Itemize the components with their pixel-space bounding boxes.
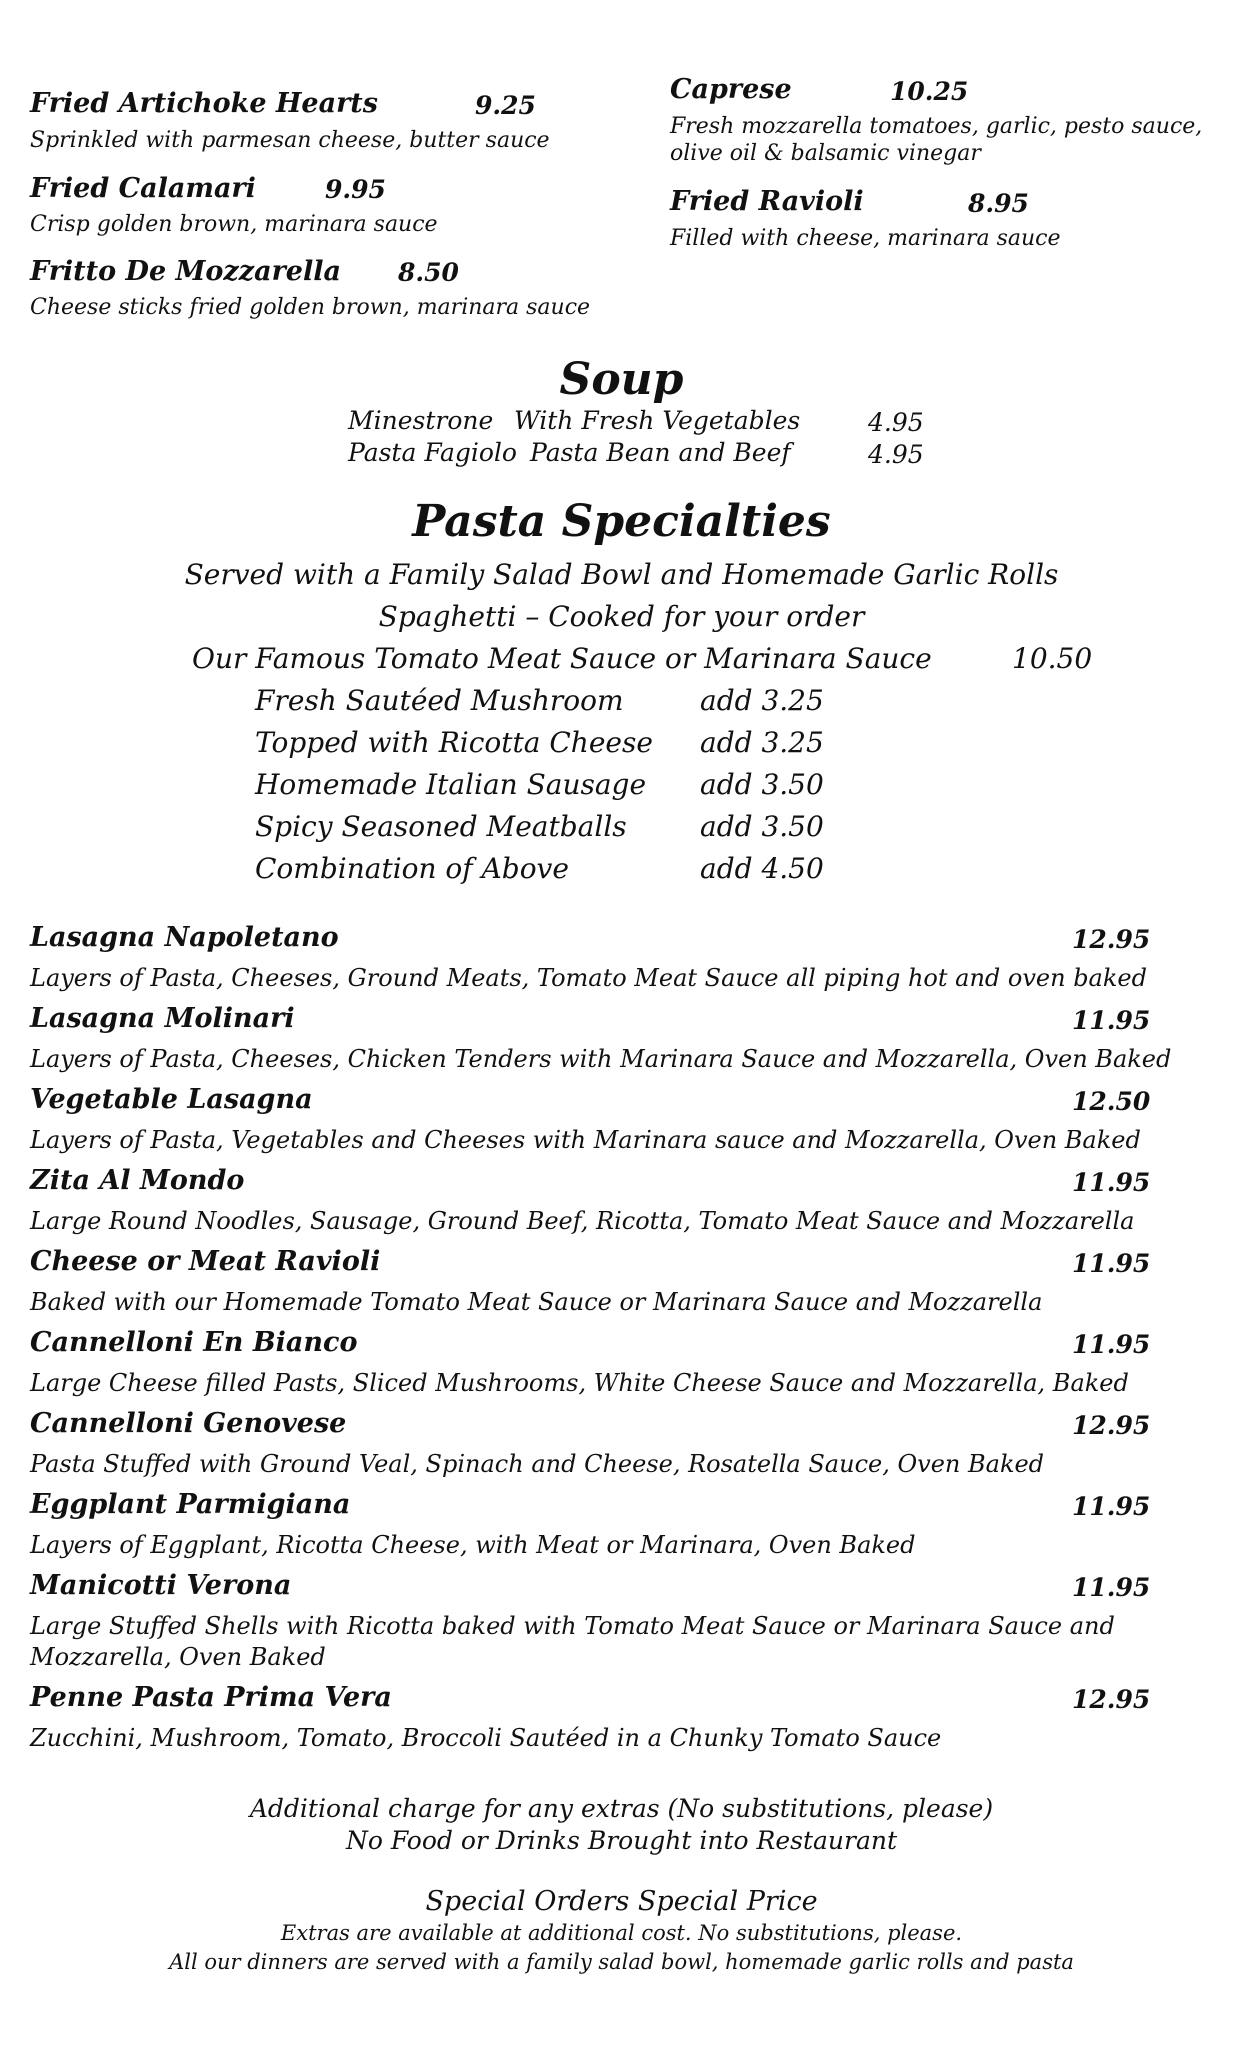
footer-line: Extras are available at additional cost. No substitutions, please. (280, 1921, 963, 1945)
entree-name: Cannelloni Genovese (30, 1408, 347, 1439)
appetizer-desc: Fresh mozzarella tomatoes, garlic, pesto sauce, (670, 114, 1203, 139)
entree-name: Penne Pasta Prima Vera (30, 1682, 392, 1713)
addon-price: add 3.25 (700, 684, 824, 717)
entree-price: 11.95 (1072, 1492, 1151, 1521)
appetizer-desc: Crisp golden brown, marinara sauce (30, 212, 438, 237)
appetizer-price: 8.95 (968, 189, 1029, 218)
appetizer-name: Caprese (670, 74, 792, 105)
entree-price: 11.95 (1072, 1249, 1151, 1278)
soup-price: 4.95 (868, 408, 924, 437)
sauce-line: Our Famous Tomato Meat Sauce or Marinara Sauce (192, 642, 932, 675)
appetizer-price: 10.25 (890, 77, 969, 106)
soup-desc: Pasta Bean and Beef (530, 438, 791, 467)
addon-price: add 3.50 (700, 810, 824, 843)
appetizer-desc: Sprinkled with parmesan cheese, butter sauce (30, 128, 550, 153)
entree-desc: Zucchini, Mushroom, Tomato, Broccoli Sautéed in a Chunky Tomato Sauce (30, 1724, 942, 1752)
entree-name: Eggplant Parmigiana (30, 1489, 351, 1520)
entree-name: Vegetable Lasagna (30, 1084, 313, 1115)
soup-desc: With Fresh Vegetables (514, 406, 801, 435)
entree-name: Zita Al Mondo (30, 1165, 245, 1196)
entree-price: 12.50 (1072, 1087, 1151, 1116)
appetizer-price: 9.95 (325, 175, 386, 204)
addon-price: add 4.50 (700, 852, 824, 885)
addon-name: Homemade Italian Sausage (255, 768, 647, 801)
entree-desc: Baked with our Homemade Tomato Meat Sauce or Marinara Sauce and Mozzarella (30, 1288, 1043, 1316)
footer-line: No Food or Drinks Brought into Restaurant (345, 1826, 898, 1855)
entree-price: 12.95 (1072, 925, 1151, 954)
entree-desc: Layers of Eggplant, Ricotta Cheese, with Meat or Marinara, Oven Baked (30, 1531, 916, 1559)
addon-name: Topped with Ricotta Cheese (255, 726, 653, 759)
appetizer-desc: olive oil & balsamic vinegar (670, 141, 981, 166)
addon-name: Fresh Sautéed Mushroom (255, 684, 624, 717)
entree-price: 12.95 (1072, 1411, 1151, 1440)
entree-desc: Mozzarella, Oven Baked (30, 1643, 326, 1671)
appetizer-name: Fritto De Mozzarella (30, 256, 341, 287)
entree-name: Manicotti Verona (30, 1570, 292, 1601)
entree-name: Lasagna Molinari (30, 1003, 295, 1034)
entree-desc: Layers of Pasta, Cheeses, Ground Meats, Tomato Meat Sauce all piping hot and oven baked (30, 964, 1147, 992)
entree-name: Cannelloni En Bianco (30, 1327, 358, 1358)
addon-price: add 3.25 (700, 726, 824, 759)
sauce-price: 10.50 (1012, 642, 1093, 675)
appetizer-desc: Cheese sticks fried golden brown, marinara sauce (30, 295, 591, 320)
soup-name: Pasta Fagiolo (348, 438, 517, 467)
entree-name: Cheese or Meat Ravioli (30, 1246, 381, 1277)
entree-desc: Layers of Pasta, Cheeses, Chicken Tenders with Marinara Sauce and Mozzarella, Oven Baked (30, 1045, 1172, 1073)
entree-desc: Pasta Stuffed with Ground Veal, Spinach and Cheese, Rosatella Sauce, Oven Baked (30, 1450, 1045, 1478)
pasta-specialties-title: Pasta Specialties (412, 496, 831, 547)
appetizer-name: Fried Artichoke Hearts (30, 88, 378, 119)
footer-line: Special Orders Special Price (425, 1886, 818, 1917)
entree-desc: Large Cheese filled Pasts, Sliced Mushrooms, White Cheese Sauce and Mozzarella, Baked (30, 1369, 1129, 1397)
soup-price: 4.95 (868, 440, 924, 469)
soup-name: Minestrone (348, 406, 494, 435)
entree-price: 11.95 (1072, 1573, 1151, 1602)
entree-desc: Layers of Pasta, Vegetables and Cheeses with Marinara sauce and Mozzarella, Oven Baked (30, 1126, 1141, 1154)
entree-price: 11.95 (1072, 1006, 1151, 1035)
footer-line: Additional charge for any extras (No substitutions, please) (249, 1794, 994, 1823)
appetizer-desc: Filled with cheese, marinara sauce (670, 226, 1061, 251)
addon-name: Spicy Seasoned Meatballs (255, 810, 627, 843)
entree-name: Lasagna Napoletano (30, 922, 339, 953)
addon-price: add 3.50 (700, 768, 824, 801)
pasta-subtitle: Served with a Family Salad Bowl and Homemade Garlic Rolls (184, 558, 1059, 591)
soup-title: Soup (559, 354, 684, 405)
entree-desc: Large Stuffed Shells with Ricotta baked with Tomato Meat Sauce or Marinara Sauce and (30, 1612, 1115, 1640)
addon-name: Combination of Above (255, 852, 569, 885)
pasta-subtitle: Spaghetti – Cooked for your order (378, 600, 865, 633)
appetizer-name: Fried Ravioli (670, 186, 864, 217)
entree-price: 12.95 (1072, 1685, 1151, 1714)
entree-price: 11.95 (1072, 1168, 1151, 1197)
appetizer-price: 8.50 (398, 258, 459, 287)
appetizer-price: 9.25 (475, 91, 536, 120)
entree-price: 11.95 (1072, 1330, 1151, 1359)
entree-desc: Large Round Noodles, Sausage, Ground Beef, Ricotta, Tomato Meat Sauce and Mozzarella (30, 1207, 1135, 1235)
appetizer-name: Fried Calamari (30, 173, 256, 204)
footer-line: All our dinners are served with a family salad bowl, homemade garlic rolls and pasta (169, 1950, 1074, 1974)
